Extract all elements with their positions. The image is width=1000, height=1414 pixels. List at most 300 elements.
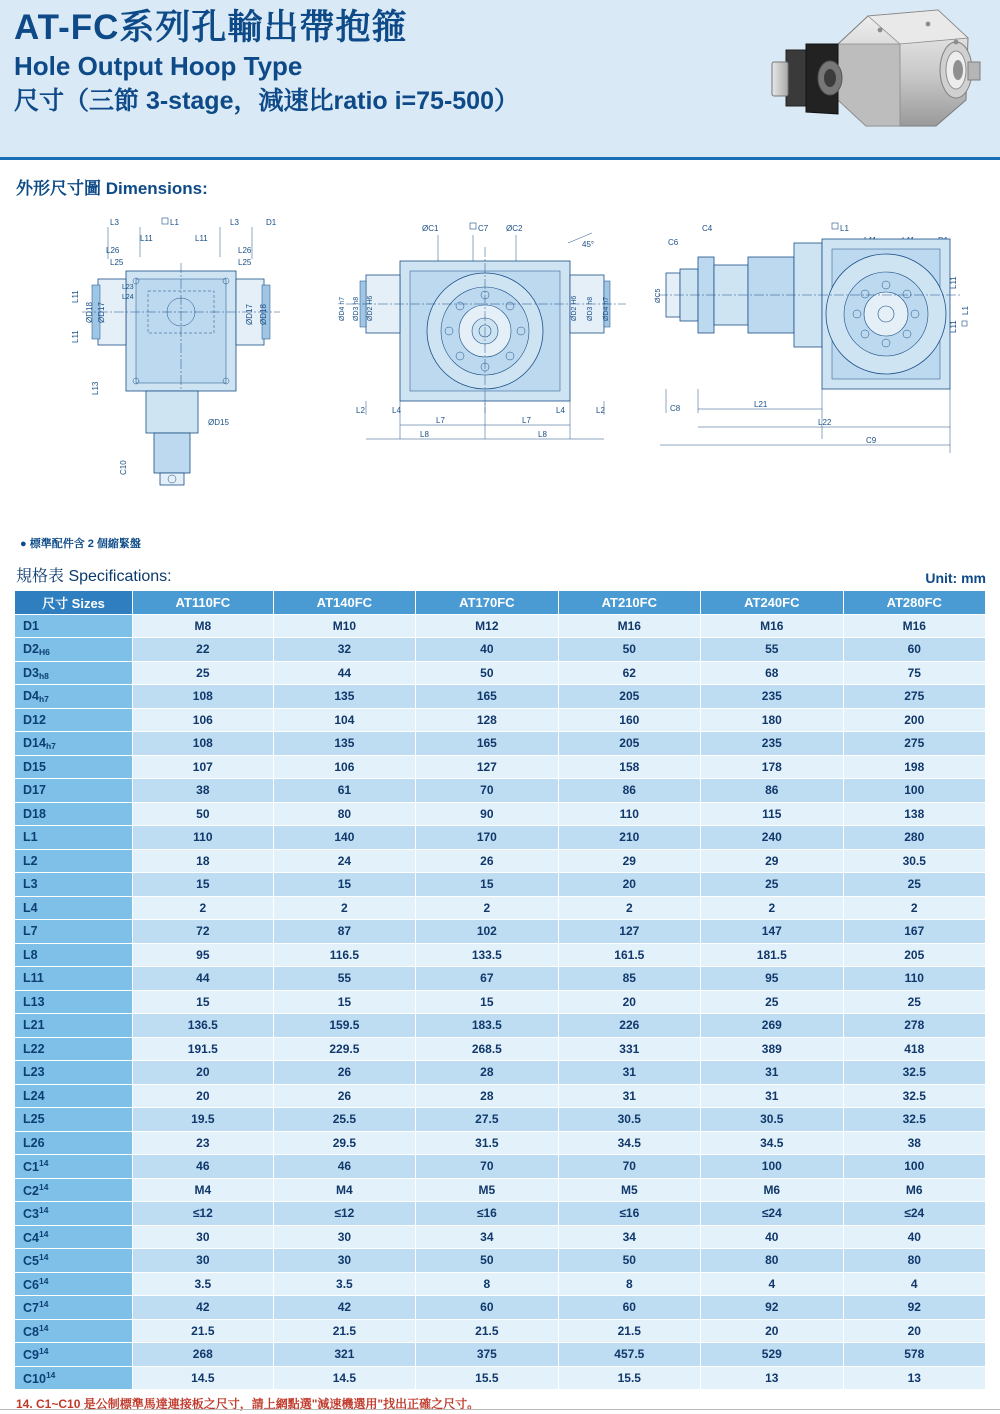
table-cell: 21.5 bbox=[416, 1319, 558, 1343]
table-row bbox=[15, 802, 986, 826]
table-cell: 3.5 bbox=[273, 1272, 415, 1296]
svg-text:L8: L8 bbox=[538, 430, 547, 439]
table-cell: 104 bbox=[273, 708, 415, 732]
table-cell: 92 bbox=[843, 1296, 985, 1320]
table-cell: 29 bbox=[701, 849, 843, 873]
table-cell: 44 bbox=[273, 661, 415, 685]
table-row bbox=[15, 1037, 986, 1061]
row-label-d17: D17 bbox=[15, 779, 133, 803]
table-cell: M12 bbox=[416, 614, 558, 638]
table-row bbox=[15, 685, 986, 709]
row-label-d3: $D3_{h8}$ bbox=[15, 661, 133, 685]
table-cell: 210 bbox=[558, 826, 700, 850]
svg-text:45°: 45° bbox=[582, 240, 595, 249]
table-cell: M4 bbox=[133, 1178, 274, 1202]
table-cell: 229.5 bbox=[273, 1037, 415, 1061]
table-cell: 21.5 bbox=[558, 1319, 700, 1343]
table-cell: 68 bbox=[701, 661, 843, 685]
table-cell: 100 bbox=[843, 779, 985, 803]
svg-text:L23: L23 bbox=[122, 284, 134, 291]
table-cell: 160 bbox=[558, 708, 700, 732]
table-cell: 25.5 bbox=[273, 1108, 415, 1132]
table-cell: 191.5 bbox=[133, 1037, 274, 1061]
table-cell: M6 bbox=[701, 1178, 843, 1202]
svg-text:ØD2 H6: ØD2 H6 bbox=[367, 295, 374, 321]
table-cell: 30.5 bbox=[558, 1108, 700, 1132]
table-cell: 60 bbox=[843, 638, 985, 662]
table-cell: 15.5 bbox=[416, 1366, 558, 1390]
table-cell: 108 bbox=[133, 685, 274, 709]
table-row bbox=[15, 873, 986, 897]
table-cell: 80 bbox=[273, 802, 415, 826]
table-cell: 15 bbox=[133, 873, 274, 897]
row-label-d15: D15 bbox=[15, 755, 133, 779]
table-cell: 389 bbox=[701, 1037, 843, 1061]
table-cell: 15 bbox=[133, 990, 274, 1014]
row-label-l1: L1 bbox=[15, 826, 133, 850]
row-label-l4: L4 bbox=[15, 896, 133, 920]
table-cell: 26 bbox=[416, 849, 558, 873]
table-cell: 280 bbox=[843, 826, 985, 850]
table-cell: 70 bbox=[558, 1155, 700, 1179]
table-cell: 75 bbox=[843, 661, 985, 685]
table-cell: 165 bbox=[416, 685, 558, 709]
table-cell: 95 bbox=[701, 967, 843, 991]
table-row bbox=[15, 1108, 986, 1132]
table-cell: 18 bbox=[133, 849, 274, 873]
table-cell: 2 bbox=[416, 896, 558, 920]
table-row bbox=[15, 943, 986, 967]
table-cell: 2 bbox=[133, 896, 274, 920]
table-cell: 42 bbox=[273, 1296, 415, 1320]
table-cell: 31 bbox=[701, 1084, 843, 1108]
table-cell: 60 bbox=[416, 1296, 558, 1320]
table-row bbox=[15, 990, 986, 1014]
table-cell: 108 bbox=[133, 732, 274, 756]
svg-text:ØC1: ØC1 bbox=[422, 224, 439, 233]
table-cell: 205 bbox=[558, 732, 700, 756]
table-row bbox=[15, 1225, 986, 1249]
svg-text:ØC2: ØC2 bbox=[506, 224, 523, 233]
table-cell: 32.5 bbox=[843, 1061, 985, 1085]
table-row bbox=[15, 1249, 986, 1273]
table-cell: 15 bbox=[416, 873, 558, 897]
svg-text:L11: L11 bbox=[195, 234, 208, 243]
table-cell: 50 bbox=[416, 661, 558, 685]
table-row bbox=[15, 661, 986, 685]
table-cell: M16 bbox=[701, 614, 843, 638]
table-row bbox=[15, 1296, 986, 1320]
dimension-drawings bbox=[10, 203, 990, 533]
table-cell: 40 bbox=[701, 1225, 843, 1249]
row-label-d12: D12 bbox=[15, 708, 133, 732]
table-cell: 4 bbox=[843, 1272, 985, 1296]
table-cell: 92 bbox=[701, 1296, 843, 1320]
svg-text:ØD2 H6: ØD2 H6 bbox=[571, 295, 578, 321]
table-cell: 116.5 bbox=[273, 943, 415, 967]
svg-text:L4: L4 bbox=[556, 406, 565, 415]
table-cell: 28 bbox=[416, 1061, 558, 1085]
table-cell: 50 bbox=[558, 1249, 700, 1273]
table-cell: 50 bbox=[416, 1249, 558, 1273]
table-cell: 29.5 bbox=[273, 1131, 415, 1155]
row-label-l2: L2 bbox=[15, 849, 133, 873]
svg-text:L3: L3 bbox=[230, 218, 239, 227]
svg-text:ØD4 h7: ØD4 h7 bbox=[339, 296, 346, 321]
row-label-l24: L24 bbox=[15, 1084, 133, 1108]
table-cell: 34.5 bbox=[701, 1131, 843, 1155]
table-cell: 90 bbox=[416, 802, 558, 826]
table-cell: 170 bbox=[416, 826, 558, 850]
row-label-l11: L11 bbox=[15, 967, 133, 991]
table-cell: 55 bbox=[273, 967, 415, 991]
svg-text:C8: C8 bbox=[670, 404, 681, 413]
svg-text:L25: L25 bbox=[110, 258, 124, 267]
table-footnote: 14. C1~C10 是公制標準馬達連接板之尺寸，請上網點選"減速機選用"找出正確之尺寸。 bbox=[16, 1397, 480, 1411]
table-cell: 275 bbox=[843, 732, 985, 756]
table-cell: 86 bbox=[558, 779, 700, 803]
table-cell: 21.5 bbox=[273, 1319, 415, 1343]
table-cell: 2 bbox=[843, 896, 985, 920]
svg-text:ØD4 h7: ØD4 h7 bbox=[603, 296, 610, 321]
table-cell: 50 bbox=[558, 638, 700, 662]
table-row bbox=[15, 1178, 986, 1202]
table-cell: 205 bbox=[843, 943, 985, 967]
row-label-l3: L3 bbox=[15, 873, 133, 897]
table-cell: 178 bbox=[701, 755, 843, 779]
table-row bbox=[15, 1014, 986, 1038]
svg-text:C7: C7 bbox=[478, 224, 489, 233]
table-cell: ≤24 bbox=[701, 1202, 843, 1226]
table-cell: 31 bbox=[701, 1061, 843, 1085]
table-cell: 110 bbox=[133, 826, 274, 850]
table-cell: 135 bbox=[273, 685, 415, 709]
table-cell: 38 bbox=[843, 1131, 985, 1155]
table-cell: 50 bbox=[133, 802, 274, 826]
table-cell: 40 bbox=[416, 638, 558, 662]
svg-text:ØD18: ØD18 bbox=[85, 302, 94, 323]
table-cell: 181.5 bbox=[701, 943, 843, 967]
table-cell: ≤16 bbox=[416, 1202, 558, 1226]
table-cell: 19.5 bbox=[133, 1108, 274, 1132]
table-cell: 25 bbox=[701, 990, 843, 1014]
column-header-at110fc: AT110FC bbox=[133, 591, 274, 615]
product-photo bbox=[760, 4, 990, 154]
table-cell: 200 bbox=[843, 708, 985, 732]
svg-text:L25: L25 bbox=[238, 258, 252, 267]
table-cell: 128 bbox=[416, 708, 558, 732]
row-label-d18: D18 bbox=[15, 802, 133, 826]
row-label-d14: $D14_{h7}$ bbox=[15, 732, 133, 756]
table-cell: 60 bbox=[558, 1296, 700, 1320]
row-label-l13: L13 bbox=[15, 990, 133, 1014]
spec-header bbox=[16, 563, 986, 586]
row-label-c6: $C6^{14}$ bbox=[15, 1272, 133, 1296]
svg-text:C6: C6 bbox=[668, 238, 679, 247]
table-cell: 25 bbox=[701, 873, 843, 897]
table-cell: 62 bbox=[558, 661, 700, 685]
table-cell: 23 bbox=[133, 1131, 274, 1155]
table-cell: 321 bbox=[273, 1343, 415, 1367]
table-cell: 158 bbox=[558, 755, 700, 779]
table-cell: 4 bbox=[701, 1272, 843, 1296]
table-cell: ≤16 bbox=[558, 1202, 700, 1226]
svg-text:D1: D1 bbox=[266, 218, 277, 227]
specifications-table bbox=[14, 590, 986, 1390]
table-cell: M5 bbox=[558, 1178, 700, 1202]
table-cell: ≤24 bbox=[843, 1202, 985, 1226]
svg-text:L13: L13 bbox=[91, 381, 100, 395]
table-cell: 13 bbox=[701, 1366, 843, 1390]
table-row bbox=[15, 1061, 986, 1085]
svg-text:L26: L26 bbox=[106, 246, 120, 255]
table-cell: 15 bbox=[416, 990, 558, 1014]
table-cell: 268.5 bbox=[416, 1037, 558, 1061]
table-cell: 140 bbox=[273, 826, 415, 850]
table-cell: 15.5 bbox=[558, 1366, 700, 1390]
table-cell: 26 bbox=[273, 1084, 415, 1108]
table-cell: 127 bbox=[416, 755, 558, 779]
table-row bbox=[15, 1155, 986, 1179]
table-cell: 457.5 bbox=[558, 1343, 700, 1367]
table-cell: 28 bbox=[416, 1084, 558, 1108]
svg-text:L2: L2 bbox=[356, 406, 365, 415]
row-label-l22: L22 bbox=[15, 1037, 133, 1061]
table-cell: 31.5 bbox=[416, 1131, 558, 1155]
table-cell: 95 bbox=[133, 943, 274, 967]
svg-text:L1: L1 bbox=[961, 306, 970, 315]
table-cell: 15 bbox=[273, 873, 415, 897]
svg-text:C10: C10 bbox=[119, 460, 128, 475]
svg-text:L4: L4 bbox=[392, 406, 401, 415]
table-cell: 133.5 bbox=[416, 943, 558, 967]
table-cell: M8 bbox=[133, 614, 274, 638]
row-label-c7: $C7^{14}$ bbox=[15, 1296, 133, 1320]
drawing-note: ● 標準配件含 2 個縮緊盤 bbox=[20, 538, 141, 550]
table-cell: 418 bbox=[843, 1037, 985, 1061]
table-cell: 20 bbox=[558, 873, 700, 897]
column-header-at140fc: AT140FC bbox=[273, 591, 415, 615]
table-cell: 32.5 bbox=[843, 1108, 985, 1132]
table-cell: 32 bbox=[273, 638, 415, 662]
table-cell: 226 bbox=[558, 1014, 700, 1038]
table-cell: 25 bbox=[843, 873, 985, 897]
svg-text:ØD3 h8: ØD3 h8 bbox=[353, 296, 360, 321]
table-cell: 24 bbox=[273, 849, 415, 873]
table-cell: M4 bbox=[273, 1178, 415, 1202]
table-cell: 25 bbox=[133, 661, 274, 685]
table-cell: 30.5 bbox=[701, 1108, 843, 1132]
table-cell: ≤12 bbox=[273, 1202, 415, 1226]
table-cell: M16 bbox=[558, 614, 700, 638]
table-row bbox=[15, 1084, 986, 1108]
table-cell: 86 bbox=[701, 779, 843, 803]
table-row bbox=[15, 755, 986, 779]
table-cell: 8 bbox=[558, 1272, 700, 1296]
spec-title: 規格表 Specifications: bbox=[16, 568, 172, 585]
table-cell: 34.5 bbox=[558, 1131, 700, 1155]
table-row bbox=[15, 1202, 986, 1226]
table-cell: 14.5 bbox=[273, 1366, 415, 1390]
table-cell: 147 bbox=[701, 920, 843, 944]
table-cell: 31 bbox=[558, 1084, 700, 1108]
column-header-at280fc: AT280FC bbox=[843, 591, 985, 615]
table-cell: 72 bbox=[133, 920, 274, 944]
table-cell: 2 bbox=[273, 896, 415, 920]
table-cell: 30 bbox=[133, 1249, 274, 1273]
row-label-c5: $C5^{14}$ bbox=[15, 1249, 133, 1273]
table-cell: ≤12 bbox=[133, 1202, 274, 1226]
table-cell: 27.5 bbox=[416, 1108, 558, 1132]
svg-text:ØD17: ØD17 bbox=[97, 302, 106, 323]
table-cell: 100 bbox=[701, 1155, 843, 1179]
row-label-d4: $D4_{h7}$ bbox=[15, 685, 133, 709]
table-cell: 31 bbox=[558, 1061, 700, 1085]
dimensions-title: 外形尺寸圖 Dimensions: bbox=[16, 179, 208, 198]
table-cell: 30 bbox=[133, 1225, 274, 1249]
table-cell: 46 bbox=[273, 1155, 415, 1179]
svg-text:L11: L11 bbox=[949, 276, 958, 289]
row-label-d2: $D2_{H6}$ bbox=[15, 638, 133, 662]
svg-text:L3: L3 bbox=[110, 218, 119, 227]
table-cell: 110 bbox=[843, 967, 985, 991]
table-cell: 3.5 bbox=[133, 1272, 274, 1296]
table-cell: 165 bbox=[416, 732, 558, 756]
footer-divider bbox=[0, 1409, 1000, 1410]
svg-text:L21: L21 bbox=[754, 400, 768, 409]
table-cell: 30.5 bbox=[843, 849, 985, 873]
table-cell: 331 bbox=[558, 1037, 700, 1061]
table-cell: 20 bbox=[701, 1319, 843, 1343]
table-cell: 375 bbox=[416, 1343, 558, 1367]
table-cell: 61 bbox=[273, 779, 415, 803]
table-cell: 21.5 bbox=[133, 1319, 274, 1343]
table-cell: 159.5 bbox=[273, 1014, 415, 1038]
table-cell: 85 bbox=[558, 967, 700, 991]
drawing-svg bbox=[10, 203, 990, 533]
row-label-c1: $C1^{14}$ bbox=[15, 1155, 133, 1179]
table-cell: 106 bbox=[133, 708, 274, 732]
svg-text:L8: L8 bbox=[420, 430, 429, 439]
spec-unit: Unit: mm bbox=[925, 570, 986, 586]
table-cell: 167 bbox=[843, 920, 985, 944]
table-cell: 183.5 bbox=[416, 1014, 558, 1038]
page-title-cn: AT-FC系列孔輸出帶抱箍 bbox=[14, 8, 408, 47]
table-cell: 34 bbox=[416, 1225, 558, 1249]
table-cell: 115 bbox=[701, 802, 843, 826]
svg-text:L1: L1 bbox=[170, 218, 179, 227]
svg-text:L11: L11 bbox=[71, 290, 80, 303]
table-cell: 180 bbox=[701, 708, 843, 732]
column-header-sizes: 尺寸 Sizes bbox=[15, 591, 133, 615]
table-row bbox=[15, 896, 986, 920]
table-cell: 29 bbox=[558, 849, 700, 873]
table-cell: 34 bbox=[558, 1225, 700, 1249]
table-cell: 20 bbox=[133, 1061, 274, 1085]
svg-text:C9: C9 bbox=[866, 436, 877, 445]
table-cell: 25 bbox=[843, 990, 985, 1014]
table-cell: 107 bbox=[133, 755, 274, 779]
svg-text:ØD18: ØD18 bbox=[259, 304, 268, 325]
table-cell: 38 bbox=[133, 779, 274, 803]
svg-text:ØD17: ØD17 bbox=[245, 304, 254, 325]
table-cell: 578 bbox=[843, 1343, 985, 1367]
svg-text:C4: C4 bbox=[702, 224, 713, 233]
svg-text:L26: L26 bbox=[238, 246, 252, 255]
table-cell: 13 bbox=[843, 1366, 985, 1390]
table-cell: 70 bbox=[416, 1155, 558, 1179]
table-cell: 529 bbox=[701, 1343, 843, 1367]
table-row bbox=[15, 1272, 986, 1296]
svg-text:L22: L22 bbox=[818, 418, 832, 427]
table-cell: 100 bbox=[843, 1155, 985, 1179]
table-cell: 22 bbox=[133, 638, 274, 662]
table-cell: 106 bbox=[273, 755, 415, 779]
table-cell: 240 bbox=[701, 826, 843, 850]
table-cell: 32.5 bbox=[843, 1084, 985, 1108]
table-row bbox=[15, 1131, 986, 1155]
row-label-l23: L23 bbox=[15, 1061, 133, 1085]
table-row bbox=[15, 732, 986, 756]
table-cell: 46 bbox=[133, 1155, 274, 1179]
svg-text:L1: L1 bbox=[840, 224, 849, 233]
svg-text:L11: L11 bbox=[71, 330, 80, 343]
page-title-en: Hole Output Hoop Type bbox=[14, 51, 303, 82]
table-cell: 278 bbox=[843, 1014, 985, 1038]
row-label-l7: L7 bbox=[15, 920, 133, 944]
table-row bbox=[15, 920, 986, 944]
table-cell: 102 bbox=[416, 920, 558, 944]
table-cell: 2 bbox=[701, 896, 843, 920]
table-cell: 235 bbox=[701, 685, 843, 709]
row-label-l26: L26 bbox=[15, 1131, 133, 1155]
table-cell: 161.5 bbox=[558, 943, 700, 967]
row-label-l8: L8 bbox=[15, 943, 133, 967]
svg-text:L7: L7 bbox=[436, 416, 445, 425]
table-cell: 30 bbox=[273, 1249, 415, 1273]
table-row bbox=[15, 779, 986, 803]
table-cell: 44 bbox=[133, 967, 274, 991]
table-cell: 40 bbox=[843, 1225, 985, 1249]
svg-text:L24: L24 bbox=[122, 294, 134, 301]
svg-text:ØC5: ØC5 bbox=[655, 288, 662, 303]
table-cell: 70 bbox=[416, 779, 558, 803]
table-row bbox=[15, 614, 986, 638]
table-body bbox=[15, 614, 986, 1390]
table-row bbox=[15, 967, 986, 991]
page-subtitle: 尺寸（三節 3-stage，減速比ratio i=75-500） bbox=[14, 87, 519, 116]
table-cell: 55 bbox=[701, 638, 843, 662]
row-label-c3: $C3^{14}$ bbox=[15, 1202, 133, 1226]
svg-text:ØD3 h8: ØD3 h8 bbox=[587, 296, 594, 321]
table-cell: 268 bbox=[133, 1343, 274, 1367]
svg-text:L11: L11 bbox=[140, 234, 153, 243]
table-cell: 110 bbox=[558, 802, 700, 826]
table-cell: M5 bbox=[416, 1178, 558, 1202]
table-cell: M16 bbox=[843, 614, 985, 638]
row-label-c9: $C9^{14}$ bbox=[15, 1343, 133, 1367]
row-label-d1: D1 bbox=[15, 614, 133, 638]
table-cell: 275 bbox=[843, 685, 985, 709]
table-row bbox=[15, 1319, 986, 1343]
table-cell: 14.5 bbox=[133, 1366, 274, 1390]
table-row bbox=[15, 1343, 986, 1367]
table-cell: 42 bbox=[133, 1296, 274, 1320]
svg-text:L2: L2 bbox=[596, 406, 605, 415]
page-header bbox=[0, 0, 1000, 160]
table-row bbox=[15, 638, 986, 662]
table-cell: 26 bbox=[273, 1061, 415, 1085]
